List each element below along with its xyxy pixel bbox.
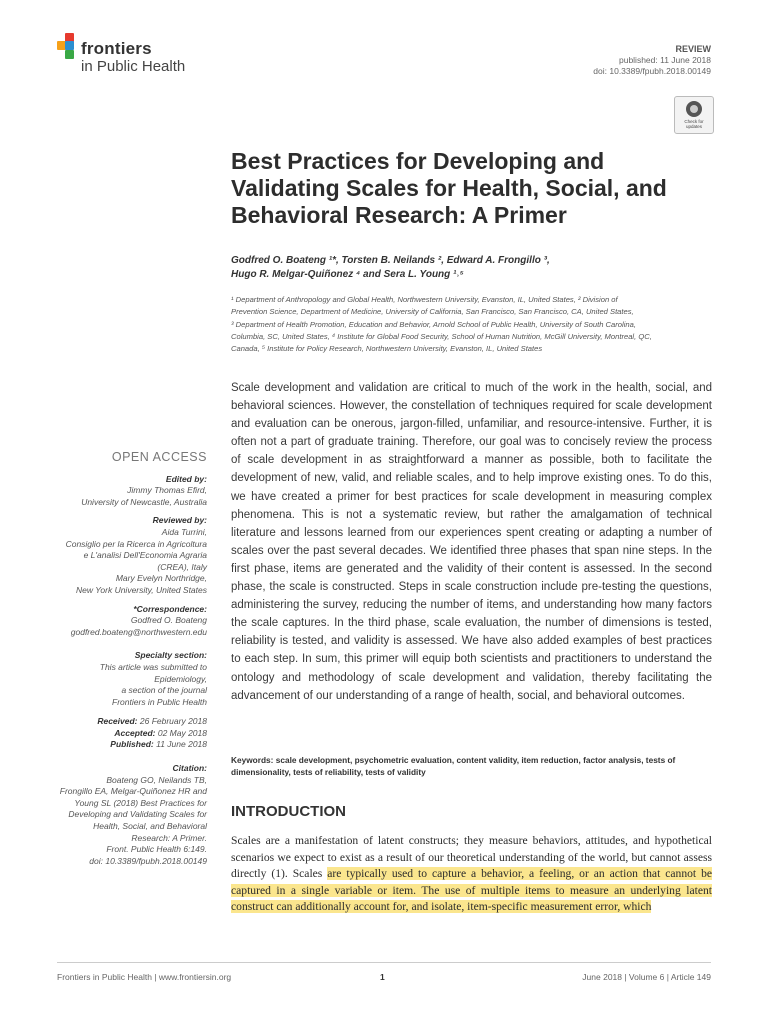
affiliation-line: ¹ Department of Anthropology and Global Health, Northwestern University, Evanston, IL, United States, ² Division of (231, 295, 618, 304)
published-date-sidebar: 11 June 2018 (156, 739, 207, 750)
page-number: 1 (380, 972, 385, 982)
citation-line: Research: A Primer. (131, 832, 207, 843)
specialty-heading: Specialty section: (134, 650, 207, 661)
correspondence-name: Godfred O. Boateng (130, 615, 207, 626)
citation-line: Front. Public Health 6:149. (106, 844, 207, 855)
journal-logo[interactable] (57, 33, 227, 83)
article-meta (593, 44, 711, 77)
affiliations (231, 294, 711, 355)
badge-line1: Check for (684, 119, 704, 124)
highlighted-text[interactable]: are typically used to capture a behavior, a feeling, or an action that cannot be captured in a single variable or item. The use of multiple items to measure an underlying latent construct can additionally account for, and isolate, item-specific measurement error, which (231, 867, 713, 914)
reviewer-line: Consiglio per la Ricerca in Agricoltura (65, 538, 207, 549)
published-label: Published: (110, 739, 154, 750)
authors-line-1: Godfred O. Boateng ¹*, Torsten B. Neilands ², Edward A. Frongillo ³, (231, 255, 550, 266)
edited-by-heading: Edited by: (165, 473, 207, 484)
keywords: Keywords: scale development, psychometric evaluation, content validity, item reduction, factor analysis, tests of dimensionality, tests of reliability, tests of validity (231, 755, 676, 777)
citation-line: Health, Social, and Behavioral (93, 821, 207, 832)
citation-line: Young SL (2018) Best Practices for (74, 797, 207, 808)
editor-line: Jimmy Thomas Efird, (127, 485, 207, 496)
specialty-line: Frontiers in Public Health (112, 696, 207, 707)
citation-line: Frongillo EA, Melgar-Quiñonez HR and (59, 786, 207, 797)
abstract: Scale development and validation are critical to much of the work in the health, social, and behavioral sciences. However, the constellation of techniques required for scale development and evaluation can be onerous, jargon-filled, unfamiliar, and resource-intensive. Further, it is often not a part of graduate training. Therefore, our goal was to concisely review the process of scale development in as straightforward a manner as possible, both to facilitate the development of new, valid, and reliable scales, and to help improve existing ones. To do this, we have created a primer for best practices for scale development in measuring complex phenomena. This is not a systematic review, but rather the amalgamation of technical literature and lessons learned from our experiences spent creating or adapting a number of scales over the past several decades. We identified three phases that span nine steps. In the first phase, items are generated and the validity of their content is assessed. In the second phase, the scale is constructed. Steps in scale construction include pre-testing the questions, administering the survey, reducing the number of items, and understanding how many factors the scale captures. In the third phase, scale evaluation, the number of dimensions is tested, reliability is tested, and validity is assessed. We have also added examples of best practices to each step. In sum, this primer will equip both scientists and practitioners to understand the ontology and methodology of scale development and validation, thereby facilitating the advancement of our understanding of a range of health, social, and behavioral outcomes. (231, 382, 712, 702)
footer-journal-link[interactable]: Frontiers in Public Health | www.frontiersin.org (57, 972, 232, 982)
article-dates (57, 716, 207, 751)
affiliation-line: Columbia, SC, United States, ⁴ Institute for Global Food Security, School of Human Nutrition, McGill University, Montreal, QC, (231, 331, 652, 341)
published-date: published: 11 June 2018 (618, 55, 711, 65)
check-for-updates-badge[interactable] (674, 96, 714, 134)
citation-line: Boateng GO, Neilands TB, (106, 774, 207, 785)
specialty-line: Epidemiology, (154, 673, 207, 684)
authors (231, 254, 701, 282)
section-heading-introduction: INTRODUCTION (231, 803, 346, 820)
article-type: REVIEW (675, 44, 711, 54)
article-title: Best Practices for Developing and Validating Scales for Health, Social, and Behavioral Research: A Primer (231, 148, 667, 228)
reviewer-line: New York University, United States (75, 584, 207, 595)
affiliation-line: ³ Department of Health Promotion, Education and Behavior, Arnold School of Public Health, University of South Carolina, (231, 319, 636, 329)
authors-line-2: Hugo R. Melgar-Quiñonez ⁴ and Sera L. Young ¹˒⁵ (231, 269, 464, 280)
reviewer-line: e L'analisi Dell'Economia Agraria (83, 550, 207, 561)
doi[interactable]: doi: 10.3389/fpubh.2018.00149 (593, 66, 711, 76)
footer-divider (57, 962, 711, 963)
check-updates-icon (686, 101, 702, 117)
affiliation-line: Canada, ⁵ Institute for Policy Research, Northwestern University, Evanston, IL, United States (231, 344, 543, 354)
article-sidebar (57, 452, 207, 867)
affiliation-line: Prevention Science, Department of Medicine, University of California, San Francisco, San Francisco, CA, United States, (231, 307, 634, 317)
reviewed-by-heading: Reviewed by: (152, 515, 207, 526)
citation-line: Developing and Validating Scales for (68, 809, 207, 820)
introduction-paragraph (231, 833, 712, 916)
citation-heading: Citation: (172, 763, 207, 774)
received-date: 26 February 2018 (139, 716, 207, 727)
footer-issue-info: June 2018 | Volume 6 | Article 149 (582, 972, 711, 982)
accepted-date: 02 May 2018 (157, 727, 207, 738)
specialty-line: a section of the journal (121, 685, 207, 696)
reviewer-line: Mary Evelyn Northridge, (115, 573, 207, 584)
reviewer-line: (CREA), Italy (157, 561, 207, 572)
reviewer-line: Aida Turrini, (161, 526, 207, 537)
intro-text: Scales are a manifestation of latent constructs; they measure behaviors, attitudes, and hypothetical scenarios we expect to exist as a result of our theoretical understanding of the world, but cannot assess directly (1). Scales (231, 834, 712, 881)
received-label: Received: (97, 716, 138, 727)
editor-line: University of Newcastle, Australia (81, 496, 207, 507)
badge-line2: updates (685, 124, 702, 129)
correspondence-email[interactable]: godfred.boateng@northwestern.edu (70, 626, 207, 637)
logo-journal-name: in Public Health (81, 58, 186, 75)
logo-brand: frontiers (81, 39, 152, 58)
correspondence-heading: *Correspondence: (133, 603, 207, 614)
open-access-label: OPEN ACCESS (111, 450, 207, 464)
frontiers-logo-icon (57, 33, 81, 63)
specialty-line: This article was submitted to (99, 661, 207, 672)
citation-doi[interactable]: doi: 10.3389/fpubh.2018.00149 (89, 855, 207, 866)
accepted-label: Accepted: (114, 727, 156, 738)
